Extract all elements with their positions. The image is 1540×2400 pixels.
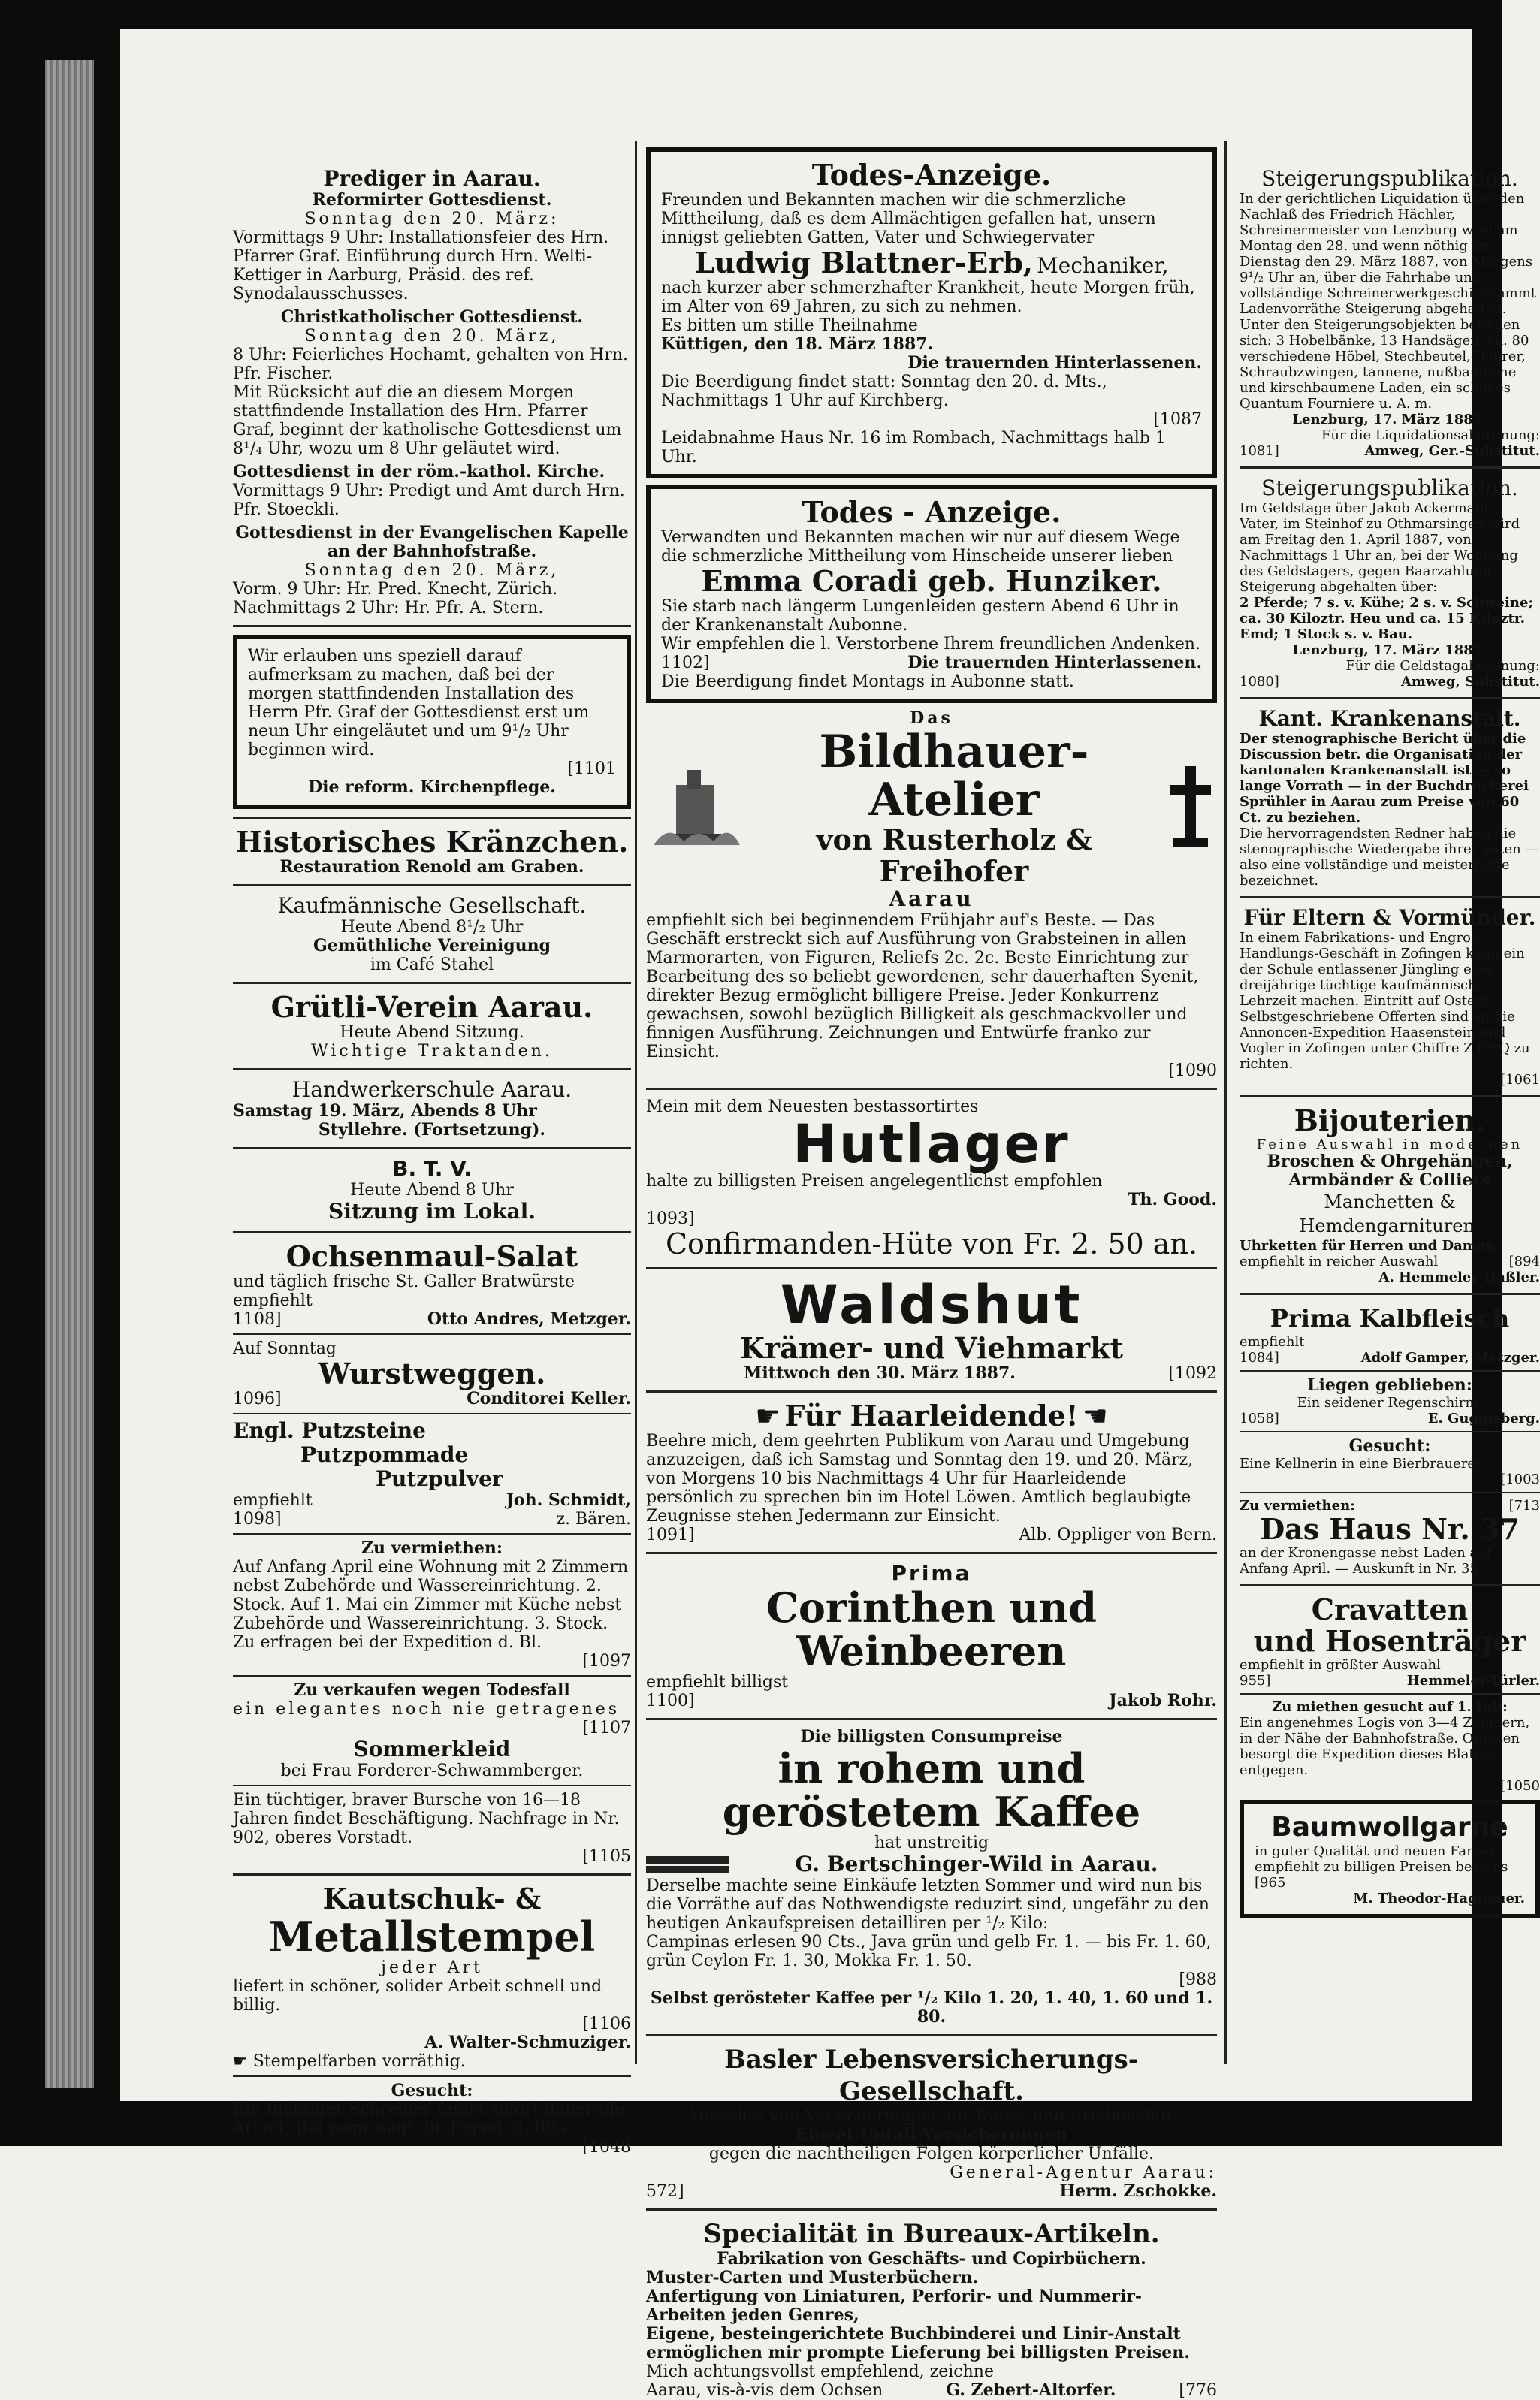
- ad-title: Engl. Putzsteine: [233, 1418, 426, 1443]
- divider: [1240, 697, 1540, 699]
- ad-krankenanstalt: [1240, 707, 1540, 889]
- advertiser: Otto Andres, Metzger.: [427, 1309, 631, 1329]
- divider: [233, 1675, 631, 1677]
- agent-line: General-Agentur Aarau:: [950, 2163, 1217, 2182]
- ad-title: und Hosenträger: [1253, 1624, 1526, 1658]
- ad-title: Prima Kalbfleisch: [1270, 1304, 1510, 1333]
- ad-kaufmaennisch: [233, 894, 631, 974]
- divider: [233, 2075, 631, 2077]
- pointing-hand-icon: ☛: [233, 2052, 248, 2071]
- firm-name: G. Bertschinger-Wild in Aarau.: [795, 1852, 1158, 1876]
- divider: [646, 1718, 1217, 1720]
- ad-title: Zu vermiethen:: [361, 1538, 503, 1558]
- body-text: Ein angenehmes Logis von 3—4 Zimmern, in der Nähe der Bahnhofstraße. Offerten besorgt die Expedition dieses Blattes entgegen.: [1240, 1715, 1530, 1778]
- body-text: Sie starb nach längerm Lungenleiden gestern Abend 6 Uhr in der Krankenanstalt Aubonne.: [661, 597, 1179, 635]
- ad-number: [1087: [1153, 410, 1202, 429]
- date-line: Sonntag den 20. März:: [304, 210, 560, 228]
- ad-number: [1107: [582, 1719, 631, 1737]
- time-line: Heute Abend 8 Uhr: [350, 1181, 514, 1200]
- time-line: Heute Abend Sitzung.: [340, 1023, 524, 1042]
- body-text: Muster-Carten und Musterbüchern.: [646, 2268, 979, 2287]
- body-text: Anfertigung von Liniaturen, Perforir- und Nummerir-Arbeiten jeden Genres,: [646, 2287, 1143, 2325]
- ad-subtitle: Restauration Renold am Graben.: [279, 857, 584, 877]
- ad-number: 1100]: [646, 1692, 695, 1710]
- ad-todes-coradi: [646, 485, 1217, 703]
- body-text: Die hervorragendsten Redner haben die stenographische Wiedergabe ihrer Voten — also eine vollständige und meisterhafte bezeichnet.: [1240, 826, 1539, 889]
- ad-item: Sommerkleid: [353, 1737, 511, 1762]
- ad-title: Ochsenmaul-Salat: [285, 1239, 578, 1273]
- ad-kaffee: [646, 1728, 1217, 2027]
- divider: [1240, 1095, 1540, 1097]
- ad-title: Prediger in Aarau.: [323, 166, 541, 191]
- ad-title: Zu verkaufen wegen Todesfall: [294, 1680, 570, 1700]
- ad-steigerung-haechler: [1240, 167, 1540, 459]
- ad-number: [1061: [1500, 1072, 1540, 1088]
- ad-number: [1101: [567, 759, 616, 778]
- body-text: Einzel-Unfall-Versicherungen: [796, 2125, 1067, 2145]
- advertiser: Amweg, Ger.-Substitut.: [1364, 443, 1540, 459]
- ad-title: Liegen geblieben:: [1307, 1375, 1472, 1395]
- body-text: nach kurzer aber schmerzhafter Krankheit, heute Morgen früh, im Alter von 69 Jahren, zu sich zu nehmen.: [661, 279, 1195, 316]
- ad-title: Bildhauer-Atelier: [819, 726, 1089, 826]
- body-text: Auf Anfang April eine Wohnung mit 2 Zimmern nebst Zubehörde und Wassereinrichtung. 2. Stock. Auf 1. Mai ein Zimmer mit Küche nebst Zubehörde und Wassereinrichtung. 3. Stock. Zu erfragen bei der Expedition d. Bl.: [233, 1558, 629, 1652]
- pointing-hand-icon: ☚: [1082, 1399, 1108, 1432]
- column-right: [1240, 164, 1540, 2057]
- ad-prediger: [233, 167, 631, 617]
- date-line: Sonntag den 20. März,: [304, 327, 560, 346]
- advertiser: G. Zebert-Altorfer.: [946, 2380, 1116, 2400]
- ad-number: [1003: [1500, 1472, 1540, 1487]
- body-text: Vorm. 9 Uhr: Hr. Pred. Knecht, Zürich.: [233, 580, 558, 599]
- body-text: Ein tüchtiger Schreiner findet sofort dauernde Arbeit. Bei wem, sagt die Exped. d. Blts.: [233, 2100, 625, 2138]
- divider: [646, 1267, 1217, 1269]
- ad-title: Steigerungspublikation.: [1261, 166, 1518, 191]
- ad-title: Bijouterien.: [1294, 1103, 1486, 1137]
- ad-subtitle: jeder Art: [381, 1958, 483, 1977]
- ad-number: 1096]: [233, 1390, 282, 1408]
- divider: [233, 1533, 631, 1535]
- date-line: Mittwoch den 30. März 1887.: [744, 1363, 1016, 1383]
- divider: [1240, 1693, 1540, 1695]
- ad-number: [988: [1179, 1970, 1217, 1989]
- divider: [1240, 1293, 1540, 1295]
- ad-sommerkleid: [233, 1681, 631, 1780]
- column-center: [646, 141, 1217, 2400]
- ad-number: [965: [1255, 1875, 1286, 1891]
- advertiser: Adolf Gamper, Metzger.: [1360, 1350, 1540, 1366]
- body-text: Mein mit dem Neuesten bestassortirtes: [646, 1097, 979, 1116]
- body-text: empfiehlt in reicher Auswahl: [1240, 1254, 1439, 1269]
- advertiser: Th. Good.: [1128, 1190, 1217, 1209]
- ad-number: [1105: [582, 1847, 631, 1866]
- signature: Die trauernden Hinterlassenen.: [907, 653, 1202, 672]
- ad-btv: [233, 1157, 631, 1224]
- ad-title: Gesucht:: [1348, 1436, 1431, 1456]
- pointing-hand-icon: ☛: [755, 1399, 781, 1432]
- deceased-job: Mechaniker,: [1037, 253, 1169, 278]
- ad-number: [1050: [1500, 1778, 1540, 1794]
- section-heading: Gottesdienst in der Evangelischen Kapelle an der Bahnhofstraße.: [235, 523, 629, 561]
- ad-title: Metallstempel: [268, 1912, 596, 1961]
- ad-number: [776: [1179, 2381, 1217, 2400]
- body-text: empfiehlt billigst: [646, 1673, 789, 1692]
- divider: [233, 625, 631, 627]
- ad-title: Für Eltern & Vormünder.: [1243, 905, 1536, 930]
- place-line: Aarau, vis-à-vis dem Ochsen: [646, 2381, 883, 2400]
- ad-title: Basler Lebensversicherungs-Gesellschaft.: [724, 2045, 1139, 2106]
- divider: [233, 1333, 631, 1335]
- body-text: Für die Geldstagabordnung:: [1345, 658, 1540, 674]
- ad-number: 955]: [1240, 1673, 1271, 1689]
- section-heading: Gottesdienst in der röm.-kathol. Kirche.: [233, 462, 605, 482]
- ad-number: 1084]: [1240, 1350, 1279, 1366]
- body-text: Es bitten um stille Theilnahme: [661, 316, 918, 335]
- ad-title: Hutlager: [793, 1113, 1070, 1175]
- body-text: 2 Pferde; 7 s. v. Kühe; 2 s. v. Schweine; ca. 30 Kiloztr. Heu und ca. 15 Kiloztr. Emd; 1 Stock s. v. Bau.: [1240, 595, 1534, 642]
- ad-title: Kaufmännische Gesellschaft.: [277, 893, 587, 918]
- deceased-name: Emma Coradi geb. Hunziker.: [701, 564, 1162, 598]
- ad-subtitle: Das: [910, 708, 953, 728]
- body-text: Leidabnahme Haus Nr. 16 im Rombach, Nachmittags halb 1 Uhr.: [661, 429, 1166, 466]
- body-text: In einem Fabrikations- und Engros-Handlungs-Geschäft in Zofingen kann ein der Schule entlassener Jüngling eine dreijährige tüchtige kaufmännische Lehrzeit machen. Eintritt auf Ostern.: [1240, 930, 1525, 1009]
- ad-number: 1091]: [646, 1526, 695, 1544]
- body-text: Derselbe machte seine Einkäufe letzten Sommer und wird nun bis die Vorräthe auf das Nothwendigste reduzirt sind, ungefähr zu den heutigen Ankaufspreisen detailliren per ¹/₂ Kilo:: [646, 1876, 1209, 1933]
- ad-title: B. T. V.: [392, 1156, 472, 1181]
- ad-number: [1097: [582, 1652, 631, 1671]
- ad-number: [1048: [582, 2138, 631, 2157]
- ad-subtitle: Die billigsten Consumpreise: [800, 1727, 1063, 1746]
- ad-number: [1106: [582, 2015, 631, 2033]
- advertiser: A. Walter-Schmuziger.: [424, 2033, 631, 2052]
- body-text: Armbänder & Colliers: [1288, 1170, 1491, 1190]
- ad-number: [1092: [1168, 1364, 1217, 1383]
- ad-title: Cravatten: [1311, 1592, 1469, 1626]
- body-text: Stempelfarben vorräthig.: [252, 2052, 466, 2071]
- body-text: halte zu billigsten Preisen angelegentlichst empfohlen: [646, 1172, 1103, 1191]
- body-text: hat unstreitig: [874, 1834, 989, 1852]
- firm-name: von Rusterholz & Freihofer: [816, 823, 1092, 888]
- ad-baumwollgarne: [1240, 1800, 1540, 1918]
- advertiser: Alb. Oppliger von Bern.: [1019, 1526, 1217, 1544]
- ad-bijouterien: [1240, 1105, 1540, 1285]
- body-text: Abschluß von Versicherungen auf Todes- und Erlebensfall.: [686, 2107, 1177, 2126]
- ad-headline: Das Haus Nr. 37: [1260, 1512, 1520, 1546]
- ad-title: Zu miethen gesucht auf 1. Juli:: [1272, 1699, 1508, 1715]
- column-left: [233, 164, 631, 2157]
- ad-logis: [1240, 1699, 1540, 1794]
- ad-title: Kant. Krankenanstalt.: [1258, 706, 1521, 731]
- body-text: gegen die nachtheiligen Folgen körperlicher Unfälle.: [708, 2145, 1155, 2163]
- body-text: empfiehlt: [233, 1491, 313, 1510]
- ad-number: 1080]: [1240, 674, 1279, 690]
- ad-subtitle: Prima: [891, 1561, 972, 1586]
- ad-cravatten: [1240, 1594, 1540, 1689]
- divider: [233, 982, 631, 984]
- ad-ochsenmaul: [233, 1241, 631, 1329]
- ad-title: Waldshut: [780, 1274, 1083, 1336]
- deceased-name: Ludwig Blattner-Erb,: [694, 246, 1034, 279]
- body-text: Verwandten und Bekannten machen wir nur auf diesem Wege die schmerzliche Mittheilung vom Hinscheide unserer lieben: [661, 528, 1180, 566]
- book-spine: [45, 60, 94, 2088]
- advertiser: bei Frau Forderer-Schwammberger.: [280, 1762, 584, 1780]
- ad-title: Grütli-Verein Aarau.: [270, 990, 593, 1024]
- sculpture-emblem-icon: [646, 762, 744, 853]
- price-line: Selbst gerösteter Kaffee per ¹/₂ Kilo 1. 20, 1. 40, 1. 60 und 1. 80.: [650, 1988, 1213, 2027]
- divider: [646, 1390, 1217, 1393]
- advertiser: A. Hemmeler-Haßler.: [1378, 1269, 1540, 1285]
- ad-bureau: [646, 2218, 1217, 2400]
- body-text: empfiehlt: [1240, 1334, 1305, 1350]
- body-text: Der stenographische Bericht über die Discussion betr. die Organisation der kantonalen Krankenanstalt ist — so lange Vorrath — in der Buchdruckerei Sprühler in Aarau zum Preise von 60 Ct. zu beziehen.: [1240, 731, 1529, 826]
- ad-vermieten: [233, 1539, 631, 1671]
- ad-historisch: [233, 826, 631, 877]
- body-text: Styllehre. (Fortsetzung).: [318, 1120, 546, 1140]
- ad-number: 1093]: [646, 1209, 695, 1228]
- divider: [233, 1068, 631, 1070]
- scan-border-top: [0, 0, 1502, 29]
- divider: [1240, 1584, 1540, 1586]
- advertiser: Conditorei Keller.: [467, 1389, 631, 1408]
- ad-hutlager: [646, 1097, 1217, 1260]
- ad-number: 1102]: [661, 654, 710, 672]
- body-text: Freunden und Bekannten machen wir die schmerzliche Mittheilung, daß es dem Allmächtigen gefallen hat, unsern innigst geliebten Gatten, Vater und Schwiegervater: [661, 191, 1156, 247]
- ad-number: [1090: [1168, 1061, 1217, 1080]
- divider: [646, 1088, 1217, 1090]
- ad-waldshut: [646, 1274, 1217, 1383]
- ad-putz: [233, 1419, 631, 1529]
- place-line: Lenzburg, 17. März 1887.: [1292, 412, 1487, 427]
- advertiser: M. Theodor-Hagnauer.: [1353, 1891, 1525, 1906]
- event-line: Sitzung im Lokal.: [328, 1199, 536, 1224]
- ad-bursche: [233, 1791, 631, 1866]
- ad-wurstweggen: [233, 1339, 631, 1408]
- ad-title: Todes - Anzeige.: [802, 495, 1061, 529]
- price-line: Campinas erlesen 90 Cts., Java grün und gelb Fr. 1. — bis Fr. 1. 60, grün Ceylon Fr. 1. 30, Mokka Fr. 1. 50.: [646, 1933, 1212, 1970]
- ad-steigerung-ackermann: [1240, 476, 1540, 690]
- ad-number: 1058]: [1240, 1411, 1279, 1426]
- body-text: empfiehlt sich bei beginnendem Frühjahr auf's Beste. — Das Geschäft erstreckt sich auf Ausführung von Grabsteinen in allen Marmorarten, von Figuren, Reliefs 2c. 2c. Beste Einrichtung zur Bearbeitung des so beliebt gewordenen, sehr dauerhaften Syenit, direkter Bezug ermöglicht billigere Preise. Jeder Konkurrenz gewachsen, sowohl bezüglich Billigkeit als geschmackvoller und finnigen Ausführung. Zeichnungen und Entwürfe franko zur Einsicht.: [646, 911, 1199, 1061]
- body-text: Für die Liquidationsabordnung:: [1321, 427, 1540, 443]
- ad-eltern: [1240, 906, 1540, 1088]
- body-text: und täglich frische St. Galler Bratwürste empfiehlt: [233, 1272, 575, 1310]
- divider: [1240, 1370, 1540, 1372]
- divider: [233, 1413, 631, 1414]
- ad-title: Historisches Kränzchen.: [235, 825, 629, 859]
- body-text: Broschen & Ohrgehängen,: [1267, 1152, 1513, 1171]
- divider: [233, 1785, 631, 1786]
- place-line: z. Bären.: [556, 1510, 631, 1529]
- divider: [646, 2034, 1217, 2036]
- ad-title: Für Haarleidende!: [784, 1399, 1079, 1432]
- divider: [233, 884, 631, 886]
- event-line: Gemüthliche Vereinigung: [313, 936, 551, 955]
- newspaper-page: [120, 29, 1540, 2400]
- section-heading: Christkatholischer Gottesdienst.: [280, 307, 584, 327]
- advertiser: Herm. Zschokke.: [1059, 2181, 1217, 2201]
- ad-headline: Confirmanden-Hüte von Fr. 2. 50 an.: [665, 1227, 1198, 1260]
- ad-handwerkerschule: [233, 1078, 631, 1140]
- divider: [646, 2208, 1217, 2211]
- advertiser: E. Guggisberg.: [1427, 1411, 1540, 1426]
- divider: [233, 1231, 631, 1233]
- ad-haus-37: [1240, 1498, 1540, 1577]
- divider: [233, 1873, 631, 1876]
- column-rule: [1224, 141, 1227, 2064]
- body-text: 8 Uhr: Feierliches Hochamt, gehalten von Hrn. Pfr. Fischer.: [233, 346, 629, 383]
- section-heading: Reformirter Gottesdienst.: [312, 190, 552, 210]
- signature: Die trauernden Hinterlassenen.: [907, 353, 1202, 373]
- body-text: Vormittags 9 Uhr: Predigt und Amt durch Hrn. Pfr. Stoeckli.: [233, 482, 625, 519]
- ad-regenschirm: [1240, 1376, 1540, 1426]
- advertiser: Hemmeler-Türler.: [1406, 1673, 1540, 1689]
- body-text: Beehre mich, dem geehrten Publikum von Aarau und Umgebung anzuzeigen, daß ich Samstag und Sonntag den 19. und 20. März, von Morgens 10 bis Nachmittags 4 Uhr für Haarleidende persönlich zu sprechen bin im Hotel Löwen. Amtlich beglaubigte Zeugnisse stehen Jedermann zur Einsicht.: [646, 1432, 1194, 1526]
- decorative-bars: [646, 1854, 729, 1876]
- ad-number: 1098]: [233, 1510, 282, 1529]
- ad-number: [713: [1508, 1498, 1540, 1514]
- ad-title: Putzpommade: [300, 1442, 469, 1467]
- body-text: Nachmittags 2 Uhr: Hr. Pfr. A. Stern.: [233, 599, 544, 617]
- place-line: im Café Stahel: [370, 955, 494, 974]
- body-text: Wir erlauben uns speziell darauf aufmerksam zu machen, daß bei der morgen stattfindenden Installation des Herrn Pfr. Graf der Gottesdienst erst um neun Uhr eingeläutet und um 9¹/₂ Uhr beginnen wird.: [248, 647, 590, 759]
- cross-icon: [1164, 762, 1217, 853]
- divider: [233, 817, 631, 819]
- body-text: Im Geldstage über Jakob Ackermann, Vater, im Steinhof zu Othmarsingen wird am Freitag den 1. April 1887, von Nachmittags 1 Uhr an, bei der Wohnung des Geldstagers, gegen Baarzahlung Steigerung abgehalten über:: [1240, 500, 1520, 595]
- place-line: Küttigen, den 18. März 1887.: [661, 334, 934, 354]
- body-text: Auf Sonntag: [233, 1339, 337, 1358]
- body-text: Mit Rücksicht auf die an diesem Morgen stattfindende Installation des Hrn. Pfarrer Graf, beginnt der katholische Gottesdienst um 8¹/₄ Uhr, wozu um 8 Uhr geläutet wird.: [233, 383, 622, 458]
- ad-number: 572]: [646, 2182, 684, 2201]
- ad-kalbfleisch: [1240, 1303, 1540, 1366]
- ad-gruetli: [233, 992, 631, 1061]
- ad-title: Gesucht:: [391, 2081, 473, 2100]
- body-text: Fabrikation von Geschäfts- und Copirbüchern.: [717, 2249, 1146, 2269]
- date-line: Sonntag den 20. März,: [304, 561, 560, 580]
- city-name: Aarau: [889, 886, 974, 911]
- body-text: Eigene, besteingerichtete Buchbinderei und Linir-Anstalt ermöglichen mir prompte Lieferung bei billigsten Preisen.: [646, 2324, 1190, 2362]
- ad-title: Specialität in Bureaux-Artikeln.: [703, 2219, 1160, 2249]
- body-text: Manchetten & Hemdengarnituren,: [1299, 1191, 1481, 1236]
- advertiser: Jakob Rohr.: [1109, 1691, 1217, 1710]
- ad-corinthen: [646, 1562, 1217, 1710]
- body-text: Uhrketten für Herren und Damen: [1240, 1238, 1496, 1254]
- place-line: Lenzburg, 17. März 1887.: [1292, 642, 1487, 658]
- body-text: an der Kronengasse nebst Laden auf Anfang April. — Auskunft in Nr. 35.: [1240, 1545, 1492, 1577]
- ad-title: Handwerkerschule Aarau.: [291, 1077, 572, 1102]
- ad-title: Baumwollgarne: [1271, 1812, 1508, 1843]
- ad-todes-blattner: [646, 147, 1217, 478]
- body-text: empfiehlt in größter Auswahl: [1240, 1657, 1441, 1673]
- body-text: liefert in schöner, solider Arbeit schnell und billig.: [233, 1977, 602, 2015]
- divider: [1240, 1492, 1540, 1493]
- body-text: Die Beerdigung findet statt: Sonntag den 20. d. Mts., Nachmittags 1 Uhr auf Kirchberg.: [661, 373, 1107, 410]
- ad-subtitle: Krämer- und Viehmarkt: [740, 1331, 1123, 1365]
- ad-notice-reform: [233, 635, 631, 809]
- ad-schreiner: [233, 2082, 631, 2157]
- body-text: Mich achtungsvollst empfehlend, zeichne: [646, 2362, 994, 2381]
- signature: Die reform. Kirchenpflege.: [308, 777, 556, 797]
- ad-title: Steigerungspublikation.: [1261, 475, 1518, 500]
- ad-title: in rohem und geröstetem Kaffee: [722, 1744, 1141, 1836]
- advertiser: Joh. Schmidt,: [506, 1490, 631, 1510]
- ad-title: Corinthen und Weinbeeren: [765, 1583, 1098, 1675]
- ad-haarleidende: [646, 1400, 1217, 1544]
- body-text: In der gerichtlichen Liquidation über den Nachlaß des Friedrich Hächler, Schreinermeister von Lenzburg wird am Montag den 28. und wenn nöthig am Dienstag den 29. März 1887, von Morgens 9¹/₂ Uhr an, über die Fahrhabe und vollständige Schreinerwerkgeschirr sammt Ladenvorräthe Steigerung abgehalten. Unter den Steigerungsobjekten befinden sich: 3 Hobelbänke, 13 Handsägen, ca. 80 verschiedene Höbel, Stechbeutel, Bohrer, Schraubzwingen, tannene, nußbaumene und kirschbaumene Laden, ein schönes Quantum Fourniere u. A. m.: [1240, 191, 1537, 412]
- ad-kellnerin: [1240, 1437, 1540, 1487]
- body-text: Ein tüchtiger, braver Bursche von 16—18 Jahren findet Beschäftigung. Nachfrage in Nr. 902, oberes Vorstadt.: [233, 1791, 620, 1847]
- body-text: Die Beerdigung findet Montags in Aubonne statt.: [661, 672, 1074, 691]
- event-line: Wichtige Traktanden.: [311, 1042, 553, 1061]
- ad-basler: [646, 2044, 1217, 2201]
- ad-number: 1081]: [1240, 443, 1279, 459]
- ad-stempel: [233, 1883, 631, 2071]
- time-line: Heute Abend 8¹/₂ Uhr: [340, 918, 524, 937]
- divider: [646, 1552, 1217, 1554]
- divider: [1240, 896, 1540, 898]
- body-text: Wir empfehlen die l. Verstorbene Ihrem freundlichen Andenken.: [661, 635, 1200, 654]
- ad-title: Todes-Anzeige.: [811, 158, 1052, 192]
- body-text: Feine Auswahl in modernen: [1256, 1137, 1523, 1152]
- divider: [1240, 466, 1540, 469]
- body-text: Eine Kellnerin in eine Bierbrauerei.: [1240, 1456, 1484, 1472]
- divider: [233, 1147, 631, 1149]
- divider: [1240, 1431, 1540, 1432]
- ad-title: Zu vermiethen:: [1240, 1498, 1355, 1514]
- ad-title: Putzpulver: [376, 1466, 503, 1491]
- ad-number: [894: [1508, 1254, 1540, 1269]
- body-text: in guter Qualität und neuen Farben empfiehlt zu billigen Preisen bestens: [1255, 1843, 1508, 1875]
- body-text: Samstag 19. März, Abends 8 Uhr: [233, 1101, 537, 1121]
- body-text: Ein seidener Regenschirm.: [1297, 1395, 1483, 1411]
- column-rule: [635, 141, 637, 2064]
- ad-title: Kautschuk- &: [322, 1882, 542, 1915]
- ad-number: 1108]: [233, 1310, 282, 1329]
- advertiser: Amweg, Substitut.: [1400, 674, 1540, 690]
- body-text: Selbstgeschriebene Offerten sind an die Annoncen-Expedition Haasenstein und Vogler in Zofingen unter Chiffre Z 68 Q zu richten.: [1240, 1009, 1530, 1072]
- body-text: Vormittags 9 Uhr: Installationsfeier des Hrn. Pfarrer Graf. Einführung durch Hrn. Welti-Kettiger in Aarburg, Präsid. des ref. Synodalausschusses.: [233, 228, 609, 303]
- body-text: ein elegantes noch nie getragenes: [233, 1700, 621, 1719]
- ad-title: Wurstweggen.: [318, 1357, 546, 1390]
- ad-bildhauer: [646, 709, 1217, 1080]
